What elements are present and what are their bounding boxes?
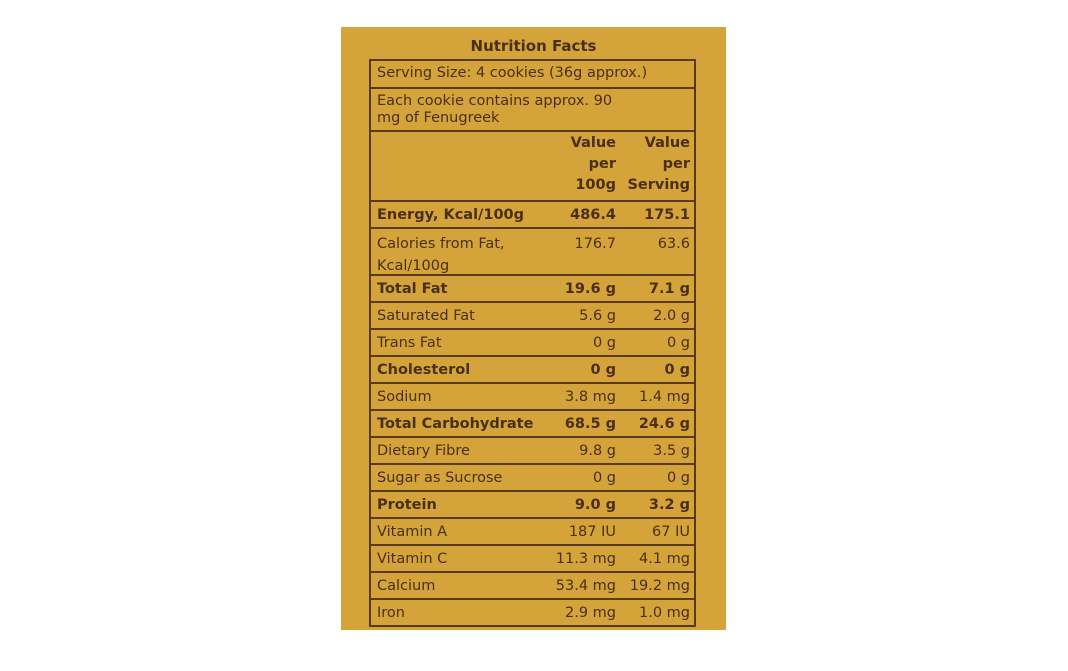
value-per-serving: 24.6 g — [638, 416, 690, 432]
value-per-serving: 0 g — [666, 335, 690, 351]
nutrient-label: Energy, Kcal/100g — [377, 207, 525, 223]
nutrient-label: Total Carbohydrate — [377, 416, 534, 432]
nutrient-label: Vitamin A — [377, 524, 448, 540]
nutrient-label: Calcium — [377, 578, 436, 594]
value-per-serving: 0 g — [664, 362, 690, 378]
serving-size-text: Serving Size: 4 cookies (36g approx.) — [377, 65, 648, 81]
nutrient-label: Trans Fat — [377, 335, 442, 351]
nutrient-row — [371, 519, 694, 546]
nutrient-label: Iron — [377, 605, 405, 621]
value-per-100g: 2.9 mg — [565, 605, 616, 621]
nutrient-row — [371, 438, 694, 465]
value-per-100g: 9.0 g — [574, 497, 616, 513]
value-per-serving: 19.2 mg — [629, 578, 690, 594]
nutrient-rows — [371, 202, 694, 627]
value-per-100g: 187 IU — [568, 524, 616, 540]
nutrient-label: Vitamin C — [377, 551, 448, 567]
nutrient-label: Total Fat — [377, 281, 448, 297]
nutrient-row — [371, 384, 694, 411]
nutrition-title: Nutrition Facts — [470, 37, 597, 55]
nutrient-label: Protein — [377, 497, 437, 513]
value-per-serving: 0 g — [666, 470, 690, 486]
value-per-100g: 486.4 — [570, 207, 616, 223]
nutrient-label: Sugar as Sucrose — [377, 470, 503, 486]
value-per-100g: 9.8 g — [579, 443, 616, 459]
nutrient-row — [371, 600, 694, 627]
value-per-100g: 0 g — [590, 362, 616, 378]
nutrient-row — [371, 465, 694, 492]
value-per-serving: 67 IU — [652, 524, 690, 540]
nutrient-row — [371, 357, 694, 384]
value-per-100g: 3.8 mg — [565, 389, 616, 405]
value-per-serving: 2.0 g — [653, 308, 690, 324]
value-per-serving: 3.5 g — [653, 443, 690, 459]
fenugreek-note-row — [371, 89, 694, 132]
nutrient-label: Sodium — [377, 389, 432, 405]
value-per-serving: 1.0 mg — [639, 605, 690, 621]
header-per-serving: Value per Serving — [627, 135, 690, 193]
value-per-100g: 68.5 g — [564, 416, 616, 432]
nutrient-row — [371, 573, 694, 600]
header-blank-cell — [371, 132, 549, 200]
header-per-100g: Value per 100g — [570, 135, 616, 193]
value-per-serving: 63.6 — [657, 236, 690, 252]
nutrient-row — [371, 492, 694, 519]
value-per-serving: 1.4 mg — [639, 389, 690, 405]
nutrient-row — [371, 202, 694, 229]
nutrient-row — [371, 276, 694, 303]
nutrient-label: Cholesterol — [377, 362, 471, 378]
serving-size-row — [371, 61, 694, 89]
column-header-row — [371, 132, 694, 202]
value-per-serving: 4.1 mg — [639, 551, 690, 567]
value-per-100g: 11.3 mg — [555, 551, 616, 567]
nutrient-row — [371, 330, 694, 357]
nutrient-label: Calories from Fat, Kcal/100g — [377, 236, 505, 274]
nutrient-label: Dietary Fibre — [377, 443, 470, 459]
nutrient-label: Saturated Fat — [377, 308, 475, 324]
value-per-100g: 176.7 — [574, 236, 616, 252]
value-per-100g: 5.6 g — [579, 308, 616, 324]
value-per-100g: 19.6 g — [564, 281, 616, 297]
value-per-100g: 0 g — [592, 470, 616, 486]
fenugreek-note-text: Each cookie contains approx. 90 mg of Fenugreek — [377, 93, 613, 126]
value-per-100g: 53.4 mg — [555, 578, 616, 594]
value-per-serving: 175.1 — [644, 207, 690, 223]
nutrient-row — [371, 546, 694, 573]
nutrient-row — [371, 229, 694, 276]
nutrient-row — [371, 303, 694, 330]
value-per-100g: 0 g — [592, 335, 616, 351]
nutrition-table — [369, 59, 696, 627]
nutrient-row — [371, 411, 694, 438]
value-per-serving: 3.2 g — [648, 497, 690, 513]
value-per-serving: 7.1 g — [648, 281, 690, 297]
nutrition-label-panel — [341, 27, 726, 630]
